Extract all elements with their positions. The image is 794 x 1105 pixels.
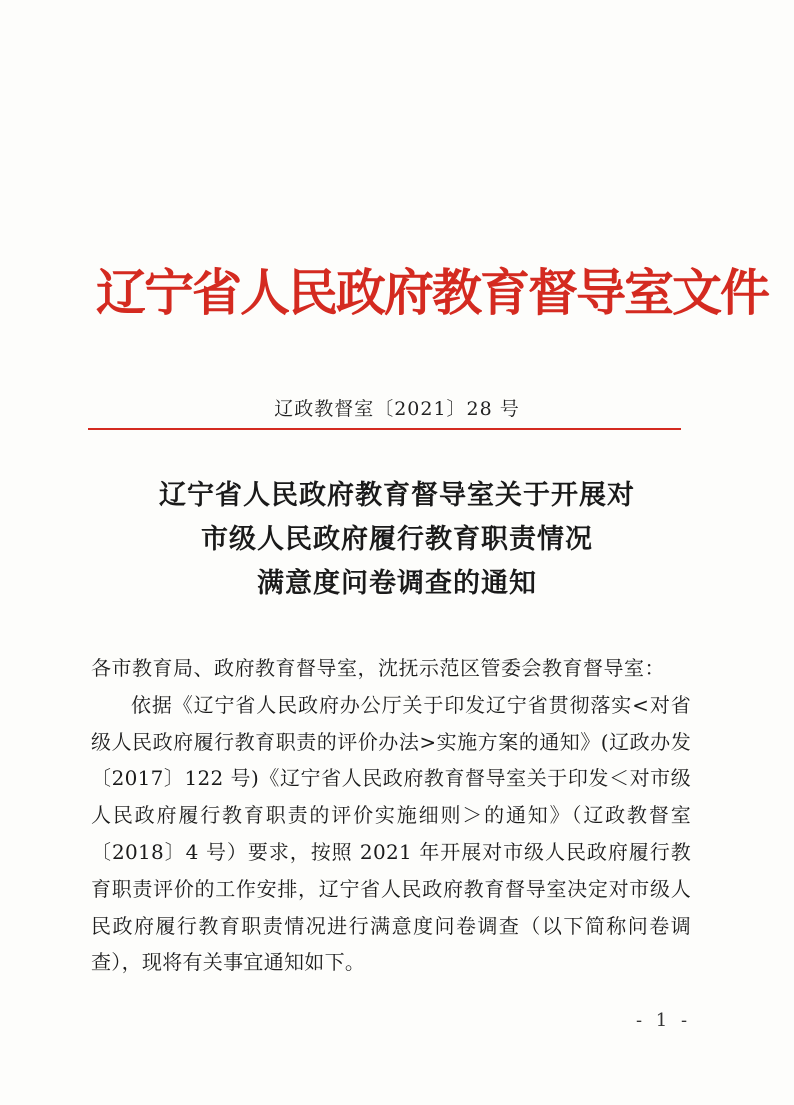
page-number: - 1 -: [636, 1010, 692, 1031]
document-number: 辽政教督室〔2021〕28 号: [274, 398, 520, 420]
red-divider-line: [88, 428, 681, 430]
notice-title-line-1: 辽宁省人民政府教育督导室关于开展对: [159, 480, 635, 511]
notice-title-line-3: 满意度问卷调查的通知: [257, 568, 537, 599]
salutation: 各市教育局、政府教育督导室，沈抚示范区管委会教育督导室：: [91, 656, 665, 680]
document-body: [91, 650, 691, 981]
document-header-title: 辽宁省人民政府教育督导室文件: [96, 263, 768, 322]
notice-title: [0, 474, 794, 606]
body-paragraph: 依据《辽宁省人民政府办公厅关于印发辽宁省贯彻落实<对省级人民政府履行教育职责的评价办法>实施方案的通知》(辽政办发〔2017〕122 号)《辽宁省人民政府教育督导室关于印发＜对市级人民政府履行教育职责的评价实施细则＞的通知》（辽政教督室〔2018〕4 号）要求，按照 2021 年开展对市级人民政府履行教育职责评价的工作安排，辽宁省人民政府教育督导室决定对市级人民政府履行教育职责情况进行满意度问卷调查（以下简称问卷调查），现将有关事宜通知如下。: [91, 692, 691, 975]
notice-title-line-2: 市级人民政府履行教育职责情况: [201, 524, 593, 555]
